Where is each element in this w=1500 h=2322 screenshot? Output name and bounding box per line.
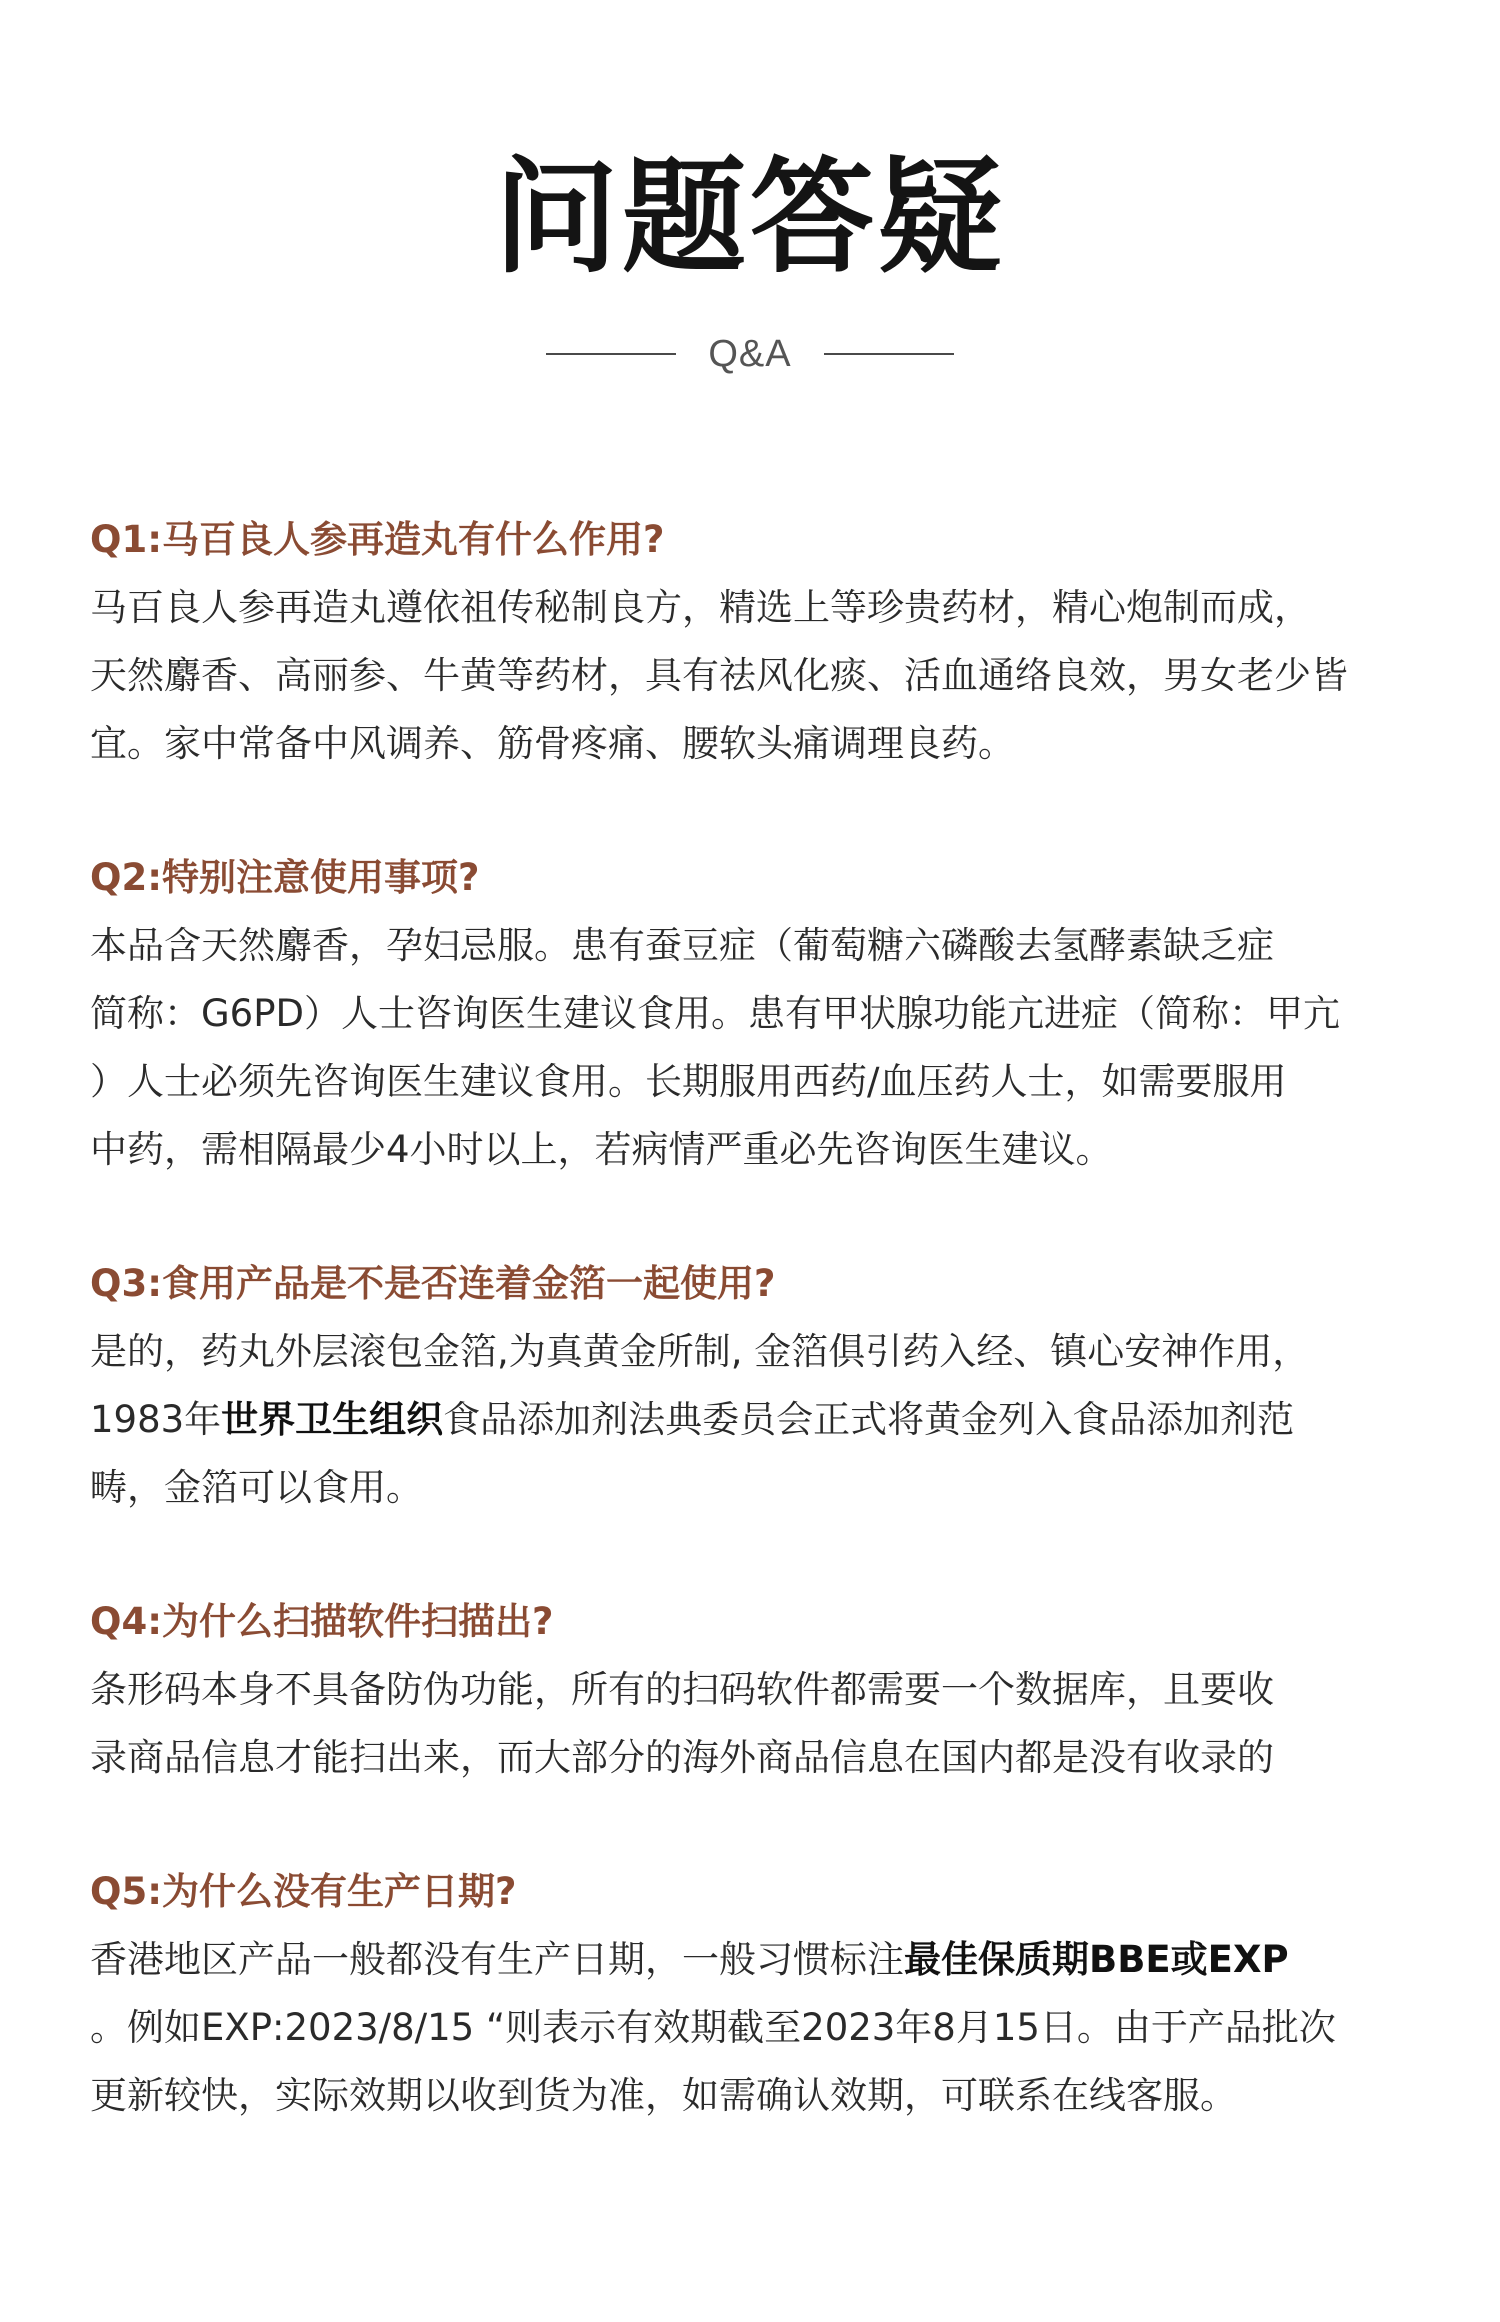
answer-2-line-3: ）人士必须先咨询医生建议食用。长期服用西药/血压药人士，如需要服用 — [90, 1060, 1287, 1103]
answer-3-line-2-rest: 食品添加剂法典委员会正式将黄金列入食品添加剂范 — [443, 1398, 1295, 1441]
divider-left — [546, 353, 676, 355]
divider-right — [824, 353, 954, 355]
answer-2-line-1: 本品含天然麝香，孕妇忌服。患有蚕豆症（葡萄糖六磷酸去氢酵素缺乏症 — [90, 924, 1274, 967]
question-2: Q2:特别注意使用事项? — [90, 856, 480, 899]
question-5: Q5:为什么没有生产日期? — [90, 1870, 517, 1913]
question-3: Q3:食用产品是不是否连着金箔一起使用? — [90, 1262, 776, 1305]
answer-2-line-2: 简称：G6PD）人士咨询医生建议食用。患有甲状腺功能亢进症（简称：甲亢 — [90, 992, 1341, 1035]
answer-3-year: 1983年 — [90, 1398, 222, 1441]
page-subtitle: Q&A — [708, 332, 792, 375]
answer-1-line-2: 天然麝香、高丽参、牛黄等药材，具有祛风化痰、活血通络良效，男女老少皆 — [90, 654, 1348, 697]
qa-item-3 — [90, 1250, 1420, 1522]
answer-4-line-1: 条形码本身不具备防伪功能，所有的扫码软件都需要一个数据库，且要收 — [90, 1668, 1274, 1711]
answer-5-line-1 — [90, 1926, 1420, 1994]
answer-4-line-2: 录商品信息才能扫出来，而大部分的海外商品信息在国内都是没有收录的 — [90, 1736, 1274, 1779]
answer-5-highlight: 最佳保质期BBE或EXP — [904, 1938, 1289, 1981]
answer-2-line-4: 中药，需相隔最少4小时以上，若病情严重必先咨询医生建议。 — [90, 1128, 1113, 1171]
qa-item-5 — [90, 1858, 1420, 2130]
answer-5-line-2: 。例如EXP:2023/8/15 “则表示有效期截至2023年8月15日。由于产品批次 — [90, 2006, 1336, 2049]
answer-3-line-2 — [90, 1386, 1420, 1454]
qa-item-2 — [90, 844, 1420, 1184]
question-1: Q1:马百良人参再造丸有什么作用? — [90, 518, 665, 561]
answer-5-line-3: 更新较快，实际效期以收到货为准，如需确认效期，可联系在线客服。 — [90, 2074, 1237, 2117]
answer-3-line-1: 是的，药丸外层滚包金箔,为真黄金所制, 金箔俱引药入经、镇心安神作用， — [90, 1330, 1310, 1373]
answer-1-line-1: 马百良人参再造丸遵依祖传秘制良方，精选上等珍贵药材，精心炮制而成， — [90, 586, 1311, 629]
answer-1-line-3: 宜。家中常备中风调养、筋骨疼痛、腰软头痛调理良药。 — [90, 722, 1015, 765]
page-title: 问题答疑 — [493, 146, 1006, 290]
subtitle-row — [0, 326, 1500, 382]
answer-3-highlight: 世界卫生组织 — [221, 1398, 444, 1441]
qa-item-4 — [90, 1588, 1420, 1792]
qa-item-1 — [90, 506, 1420, 778]
question-4: Q4:为什么扫描软件扫描出? — [90, 1600, 554, 1643]
answer-3-line-3: 畴，金箔可以食用。 — [90, 1466, 423, 1509]
answer-5-line-1-text: 香港地区产品一般都没有生产日期，一般习惯标注 — [90, 1938, 904, 1981]
